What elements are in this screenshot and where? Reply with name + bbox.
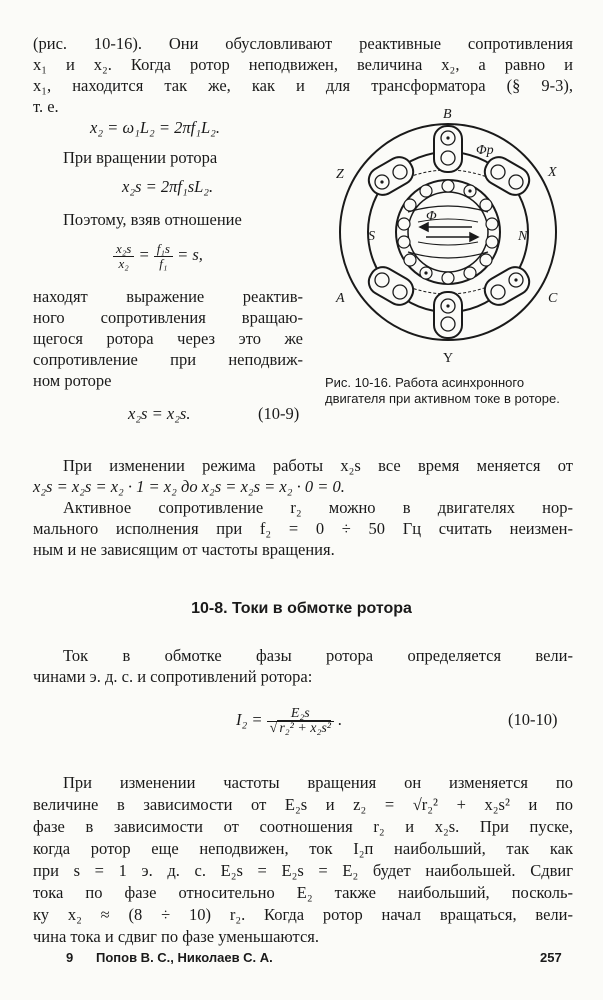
equation-x2s: x₂s = 2πf₁sL₂. bbox=[122, 177, 214, 196]
text-line: (рис. 10-16). Они обусловливают реактивные сопротивления bbox=[33, 34, 573, 53]
text-line: величине в зависимости от E₂s и z₂ = √r₂² + x₂s² и по bbox=[33, 795, 573, 814]
figure-caption: Рис. 10-16. Работа асинхронного двигателя при активном токе в роторе. bbox=[325, 375, 560, 406]
equation-x2: x₂ = ω₁L₂ = 2πf₁L₂. bbox=[90, 118, 221, 137]
label-phi-p: Φp bbox=[476, 143, 494, 158]
text-line: мального исполнения при f₂ = 0 ÷ 50 Гц считать неизмен- bbox=[33, 519, 573, 538]
text-line: при s = 1 э. д. с. E₂s = E₂s = E₂ будет наибольшей. Сдвиг bbox=[33, 861, 573, 880]
text-line: т. е. bbox=[33, 97, 59, 116]
section-heading: 10-8. Токи в обмотке ротора bbox=[191, 600, 412, 617]
page-number: 257 bbox=[540, 950, 562, 965]
text-line: сопротивление при неподвиж- bbox=[33, 350, 303, 369]
footer-authors: Попов В. С., Николаев С. А. bbox=[96, 950, 273, 965]
text-line: Ток в обмотке фазы ротора определяется вели- bbox=[63, 646, 573, 665]
motor-diagram bbox=[322, 100, 584, 370]
text-line: щегося ротора через это же bbox=[33, 329, 303, 348]
text-line: x₂s = x₂s = x₂ · 1 = x₂ до x₂s = x₂s = x₂ · 0 = 0. bbox=[33, 477, 345, 496]
text-line: чинами э. д. с. и сопротивлений ротора: bbox=[33, 667, 313, 686]
text-line: При вращении ротора bbox=[63, 148, 218, 167]
text-line: ного сопротивления вращаю- bbox=[33, 308, 303, 327]
equation-number: (10-9) bbox=[258, 404, 300, 423]
label-c: C bbox=[548, 291, 558, 306]
equation-ratio: $\frac{\text{x₂s}}{\text{x₂}}$ = $\frac{\text{f₁s}}{\text{f₁}}$ = s, bbox=[113, 240, 203, 271]
text-line: Поэтому, взяв отношение bbox=[63, 210, 242, 229]
label-n: N bbox=[518, 229, 528, 244]
label-phi: Φ bbox=[426, 209, 437, 224]
label-x: X bbox=[548, 165, 557, 180]
text-line: Активное сопротивление r₂ можно в двигателях нор- bbox=[63, 498, 573, 517]
label-a: A bbox=[336, 291, 345, 306]
label-z: Z bbox=[336, 167, 344, 182]
equation-10-9: x₂s = x₂s. bbox=[128, 404, 191, 423]
text-line: находят выражение реактив- bbox=[33, 287, 303, 306]
text-line: фазе в зависимости от соотношения r₂ и x₂s. При пуске, bbox=[33, 817, 573, 836]
label-y: Y bbox=[443, 351, 454, 366]
equation-10-10: I₂ = $\frac{\text{E₂s}}{\text{√ r₂² + x₂s²}}$ . bbox=[236, 705, 343, 736]
text-line: ку x₂ ≈ (8 ÷ 10) r₂. Когда ротор начал вращаться, вели- bbox=[33, 905, 573, 924]
label-s: S bbox=[368, 229, 375, 244]
text-line: когда ротор еще неподвижен, ток I₂п наибольший, так как bbox=[33, 839, 573, 858]
text-line: ном роторе bbox=[33, 371, 112, 390]
text-line: ным и не зависящим от частоты вращения. bbox=[33, 540, 335, 559]
label-b: B bbox=[443, 107, 452, 122]
text-line: x₁ и x₂. Когда ротор неподвижен, величина x₂, а равно и bbox=[33, 55, 573, 74]
equation-number: (10-10) bbox=[508, 710, 558, 729]
text-line: тока по фазе относительно E₂ также наибольший, посколь- bbox=[33, 883, 573, 902]
text-line: При изменении режима работы x₂s все время меняется от bbox=[63, 456, 573, 475]
text-line: чина тока и сдвиг по фазе уменьшаются. bbox=[33, 927, 319, 946]
text-line: При изменении частоты вращения он изменяется по bbox=[63, 773, 573, 792]
text-line: x₁, находится так же, как и для трансформатора (§ 9-3), bbox=[33, 76, 573, 95]
signature-mark: 9 bbox=[66, 950, 74, 965]
